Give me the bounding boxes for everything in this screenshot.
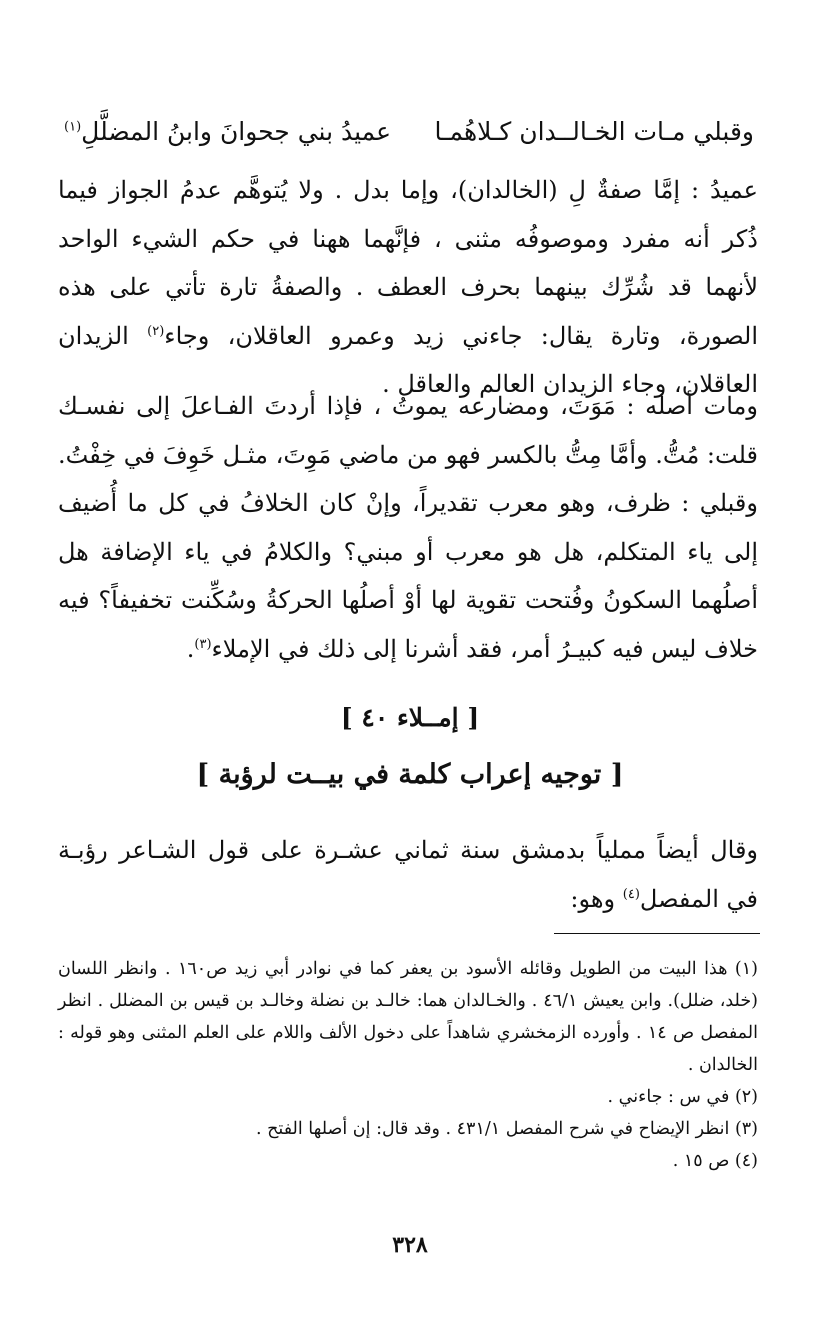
footnote-marker-3[interactable]: (٣) <box>194 636 212 652</box>
paragraph-2-text: ومات أصله : مَوَتَ، ومضارعه يموتُ ، فإذا أردتَ الفـاعلَ إلى نفسـك قلت: مُتُّ. وأمَّا مِتُّ بالكسر فهو من ماضي مَوِتَ، مثـل خَوِفَ في خِفْتُ. وقبلي : ظرف، وهو معرب تقديراً، وإنْ كان الخلافُ في كل ما أُضيف إلى ياء المتكلم، هل هو معرب أو مبني؟ والكلامُ في ياء الإضافة هل أصلُهما السكونُ وفُتحت تقوية لها أوْ أصلُها الحركةُ وسُكِّنت تخفيفاً؟ فيه خلاف ليس فيه كبيـرُ أمر، فقد أشرنا إلى ذلك في الإملاء <box>58 392 758 663</box>
paragraph-2-end: . <box>186 634 195 663</box>
verse-second-hemistich <box>64 112 391 152</box>
footnote-separator <box>554 933 760 934</box>
paragraph-3-end: وهو: <box>570 884 623 913</box>
footnotes <box>58 953 758 1177</box>
verse-second-text: عميدُ بني جحوانَ وابنُ المضلَّلِ <box>81 117 392 146</box>
paragraph-3-text: وقال أيضاً مملياً بدمشق سنة ثماني عشـرة على قول الشـاعر رؤبـة في المفصل <box>58 836 758 913</box>
poetry-verse <box>64 112 754 152</box>
paragraph-grammar <box>58 382 758 673</box>
paragraph-1-text: عميدُ : إمَّا صفةٌ لِ (الخالدان)، وإما بدل . ولا يُتوهَّم عدمُ الجواز فيما ذُكر أنه مفرد وموصوفُه مثنى ، فإنَّهما ههنا في حكم الشيء الواحد لأنهما قد شُرِّك بينهما بحرف العطف . والصفةُ تارة تأتي على هذه الصورة، وتارة يقال: جاءني زيد وعمرو العاقلان، وجاء <box>58 176 758 350</box>
paragraph-introduction <box>58 826 758 923</box>
page-number: ٣٢٨ <box>392 1232 428 1258</box>
paragraph-explanation <box>58 166 758 409</box>
section-title-heading: [ توجيه إعراب كلمة في بيــت لرؤبة ] <box>196 759 624 790</box>
footnote-marker-1[interactable]: (١) <box>64 119 82 135</box>
paragraph-1-end: الزيدان العاقلان، وجاء الزيدان العالم والعاقل . <box>58 321 758 398</box>
footnote-1: (١) هذا البيت من الطويل وقائله الأسود بن يعفر كما في نوادر أبي زيد ص١٦٠ . وانظر اللسان (خلد، ضلل). وابن يعيش ٤٦/١ . والخـالدان هما: خالـد بن نضلة وخالـد بن قيس بن المضلل . انظر المفصل ص ١٤ . وأورده الزمخشري شاهداً على دخول الألف واللام على العلم المثنى وهو قوله : الخالدان . <box>58 959 758 1075</box>
footnote-4: (٤) ص ١٥ . <box>672 1151 758 1171</box>
footnote-2: (٢) في س : جاءني . <box>607 1087 758 1107</box>
section-number-heading: [ إمــلاء ٤٠ ] <box>340 703 480 732</box>
verse-first-text: وقبلي مـات الخـالــدان كـلاهُمـا <box>434 117 754 146</box>
footnote-marker-2[interactable]: (٢) <box>147 323 165 339</box>
verse-first-hemistich <box>435 112 754 152</box>
footnote-3: (٣) انظر الإيضاح في شرح المفصل ٤٣١/١ . وقد قال: إن أصلها الفتح . <box>256 1119 758 1139</box>
footnote-marker-4[interactable]: (٤) <box>622 886 640 902</box>
